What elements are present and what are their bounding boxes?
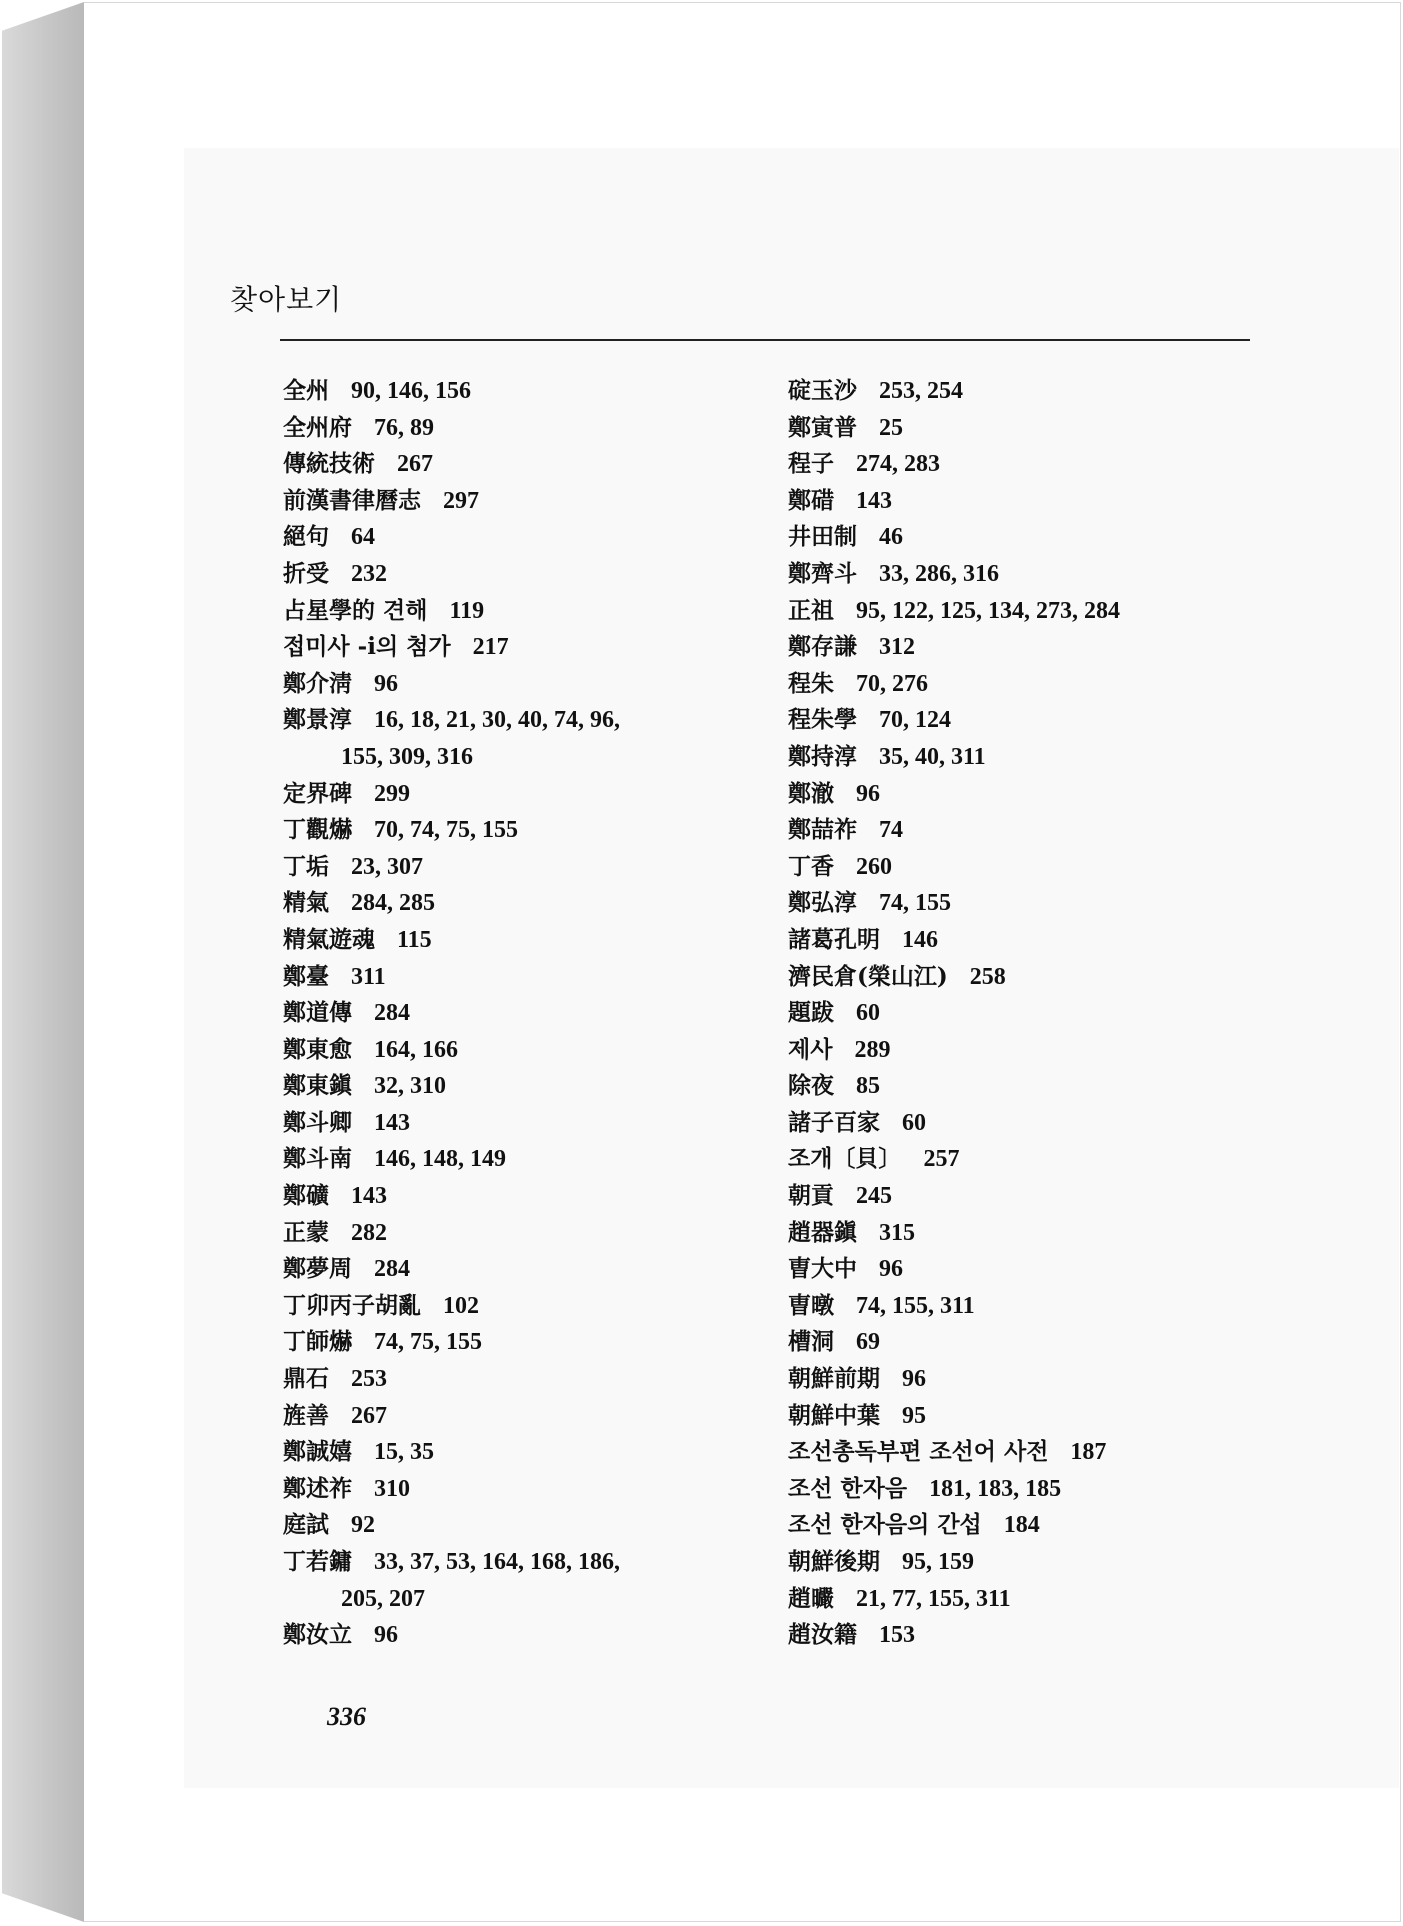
index-entry (788, 812, 1268, 849)
index-entry (788, 849, 1268, 886)
index-page-refs: 23, 307 (351, 853, 423, 880)
index-term: 鼎石 (283, 1365, 329, 1393)
index-term: 題跋 (788, 999, 834, 1027)
index-term: 槽洞 (788, 1328, 834, 1356)
index-entry (283, 849, 753, 886)
index-term: 鄭弘淳 (788, 889, 857, 917)
index-entry (283, 702, 753, 739)
index-term: 趙汝籍 (788, 1621, 857, 1649)
index-term: 朝貢 (788, 1182, 834, 1210)
index-term: 朝鮮後期 (788, 1548, 880, 1575)
index-term: 諸葛孔明 (788, 925, 880, 953)
index-term: 除夜 (788, 1072, 834, 1100)
index-entry (283, 410, 753, 447)
index-page-refs: 311 (351, 963, 386, 990)
index-page-refs: 153 (879, 1622, 915, 1649)
header-rule (280, 339, 1250, 341)
index-page-refs: 284, 285 (351, 890, 435, 917)
index-page-refs: 74, 155, 311 (856, 1292, 975, 1319)
index-term: 朝鮮前期 (788, 1365, 880, 1393)
index-term: 鄭寅普 (788, 413, 857, 441)
index-page-refs: 70, 124 (879, 707, 951, 734)
index-page-refs: 96 (902, 1366, 926, 1393)
index-entry (788, 885, 1268, 922)
index-page-refs: 115 (397, 926, 432, 953)
index-term: 程子 (788, 450, 834, 478)
index-term: 折受 (283, 559, 329, 587)
index-page-refs: 96 (374, 1622, 398, 1649)
index-page-refs: 33, 37, 53, 164, 168, 186, (374, 1549, 620, 1575)
index-term: 鄭述祚 (283, 1474, 352, 1502)
index-entry (283, 922, 753, 959)
index-page-refs: 95, 122, 125, 134, 273, 284 (856, 597, 1120, 624)
index-page-refs: 96 (879, 1256, 903, 1283)
index-entry (788, 373, 1268, 410)
index-page-refs: 289 (854, 1036, 891, 1063)
index-entry (283, 446, 753, 483)
index-term: 鄭碏 (788, 486, 834, 514)
index-term: 鄭澈 (788, 779, 834, 807)
index-term: 鄭礦 (283, 1182, 329, 1210)
index-entry (788, 1434, 1268, 1471)
index-entry (788, 556, 1268, 593)
index-term: 曺暾 (788, 1291, 834, 1319)
index-page-refs: 46 (879, 524, 903, 551)
index-entry (788, 1068, 1268, 1105)
index-term: 제사 (788, 1035, 833, 1063)
index-entry (283, 1544, 753, 1581)
index-page-refs: 260 (856, 853, 892, 880)
index-entry (788, 1251, 1268, 1288)
index-page-refs: 299 (374, 780, 410, 807)
index-page-refs: 76, 89 (374, 414, 434, 441)
index-entry (283, 1288, 753, 1325)
index-entry (788, 666, 1268, 703)
index-term: 精氣 (283, 889, 329, 917)
index-entry (788, 1361, 1268, 1398)
index-entry (788, 1178, 1268, 1215)
index-entry (283, 666, 753, 703)
index-term: 鄭道傳 (283, 999, 352, 1027)
index-term: 鄭存謙 (788, 633, 857, 661)
index-entry (788, 1141, 1268, 1178)
index-entry (283, 1324, 753, 1361)
index-entry (283, 776, 753, 813)
index-page-refs: 258 (969, 963, 1006, 990)
index-page-refs: 184 (1003, 1512, 1040, 1539)
index-page-refs: 33, 286, 316 (879, 560, 999, 587)
index-entry (283, 1361, 753, 1398)
index-page-refs: 267 (397, 451, 433, 478)
index-entry (283, 739, 753, 776)
index-page-refs: 245 (856, 1183, 892, 1210)
index-entry (283, 1068, 753, 1105)
index-term: 正蒙 (283, 1218, 329, 1246)
index-page-refs: 284 (374, 1000, 410, 1027)
index-entry (788, 1398, 1268, 1435)
index-entry (283, 556, 753, 593)
page-number: 336 (327, 1702, 366, 1731)
index-term: 鄭持淳 (788, 742, 857, 770)
index-page-refs: 181, 183, 185 (929, 1475, 1062, 1502)
index-column-right (788, 373, 1268, 1654)
index-term: 碇玉沙 (788, 377, 857, 404)
index-term: 鄭齊斗 (788, 559, 857, 587)
index-term: 丁香 (788, 852, 834, 880)
index-term: 旌善 (283, 1401, 329, 1429)
index-term: 조선총독부편 조선어 사전 (788, 1438, 1049, 1466)
index-page-refs: 32, 310 (374, 1073, 446, 1100)
index-term: 傳統技術 (283, 450, 375, 478)
index-term: 鄭夢周 (283, 1255, 352, 1283)
index-page-refs: 21, 77, 155, 311 (856, 1585, 1011, 1612)
index-term: 前漢書律曆志 (283, 486, 421, 514)
index-term: 鄭斗南 (283, 1145, 352, 1173)
index-page-refs: 143 (351, 1183, 387, 1210)
index-page-refs: 284 (374, 1256, 410, 1283)
index-page-refs: 155, 309, 316 (341, 743, 473, 770)
index-entry (788, 959, 1268, 996)
index-page-refs: 310 (374, 1475, 410, 1502)
index-term: 濟民倉(榮山江) (788, 962, 948, 990)
index-page-refs: 70, 276 (856, 670, 928, 697)
index-entry (788, 1288, 1268, 1325)
index-page-refs: 60 (856, 1000, 880, 1027)
index-page-refs: 85 (856, 1073, 880, 1100)
index-page-refs: 96 (374, 670, 398, 697)
index-entry (788, 593, 1268, 630)
index-term: 諸子百家 (788, 1108, 880, 1136)
index-entry (788, 1581, 1268, 1618)
index-entry (788, 995, 1268, 1032)
index-term: 井田制 (788, 523, 857, 551)
index-entry (788, 519, 1268, 556)
index-entry (788, 1471, 1268, 1508)
index-entry (283, 373, 753, 410)
index-page-refs: 74, 75, 155 (374, 1329, 482, 1356)
index-term: 鄭臺 (283, 962, 329, 990)
index-term: 접미사 -i의 첨가 (283, 633, 451, 661)
index-term: 丁垢 (283, 852, 329, 880)
index-term: 全州 (283, 377, 329, 404)
index-page-refs: 95, 159 (902, 1549, 974, 1575)
index-term: 絕句 (283, 523, 329, 551)
index-page-refs: 315 (879, 1219, 915, 1246)
index-entry (283, 1105, 753, 1142)
index-page-refs: 164, 166 (374, 1036, 458, 1063)
index-page-refs: 146, 148, 149 (374, 1146, 506, 1173)
index-term: 鄭介淸 (283, 669, 352, 697)
index-page-refs: 312 (879, 634, 915, 661)
index-page-refs: 35, 40, 311 (879, 743, 986, 770)
index-entry (283, 1507, 753, 1544)
index-entry (283, 1178, 753, 1215)
index-entry (788, 483, 1268, 520)
index-entry (788, 1507, 1268, 1544)
index-entry (788, 776, 1268, 813)
index-page-refs: 92 (351, 1512, 375, 1539)
index-entry (283, 1032, 753, 1069)
index-page-refs: 69 (856, 1329, 880, 1356)
index-term: 朝鮮中葉 (788, 1401, 880, 1429)
index-term: 鄭喆祚 (788, 816, 857, 844)
index-term: 曺大中 (788, 1255, 857, 1283)
index-page-refs: 74 (879, 817, 903, 844)
index-page-refs: 146 (902, 926, 938, 953)
index-term: 鄭誠嬉 (283, 1438, 352, 1466)
index-entry (283, 1215, 753, 1252)
index-term: 程朱 (788, 669, 834, 697)
index-entry (283, 995, 753, 1032)
index-entry (283, 593, 753, 630)
index-entry (283, 1581, 753, 1618)
index-page-refs: 253 (351, 1366, 387, 1393)
index-entry (788, 410, 1268, 447)
index-page-refs: 15, 35 (374, 1439, 434, 1466)
index-entry (283, 959, 753, 996)
index-entry (788, 1105, 1268, 1142)
index-term: 조선 한자음 (788, 1474, 908, 1502)
index-term: 丁若鏞 (283, 1548, 352, 1575)
index-term: 精氣遊魂 (283, 925, 375, 953)
index-entry (788, 1324, 1268, 1361)
index-term: 程朱學 (788, 706, 857, 734)
index-page-refs: 90, 146, 156 (351, 378, 471, 404)
running-head: 찾아보기 (230, 283, 343, 316)
index-page-refs: 60 (902, 1109, 926, 1136)
index-term: 占星學的 견해 (283, 596, 428, 624)
index-entry (283, 519, 753, 556)
index-entry (283, 812, 753, 849)
index-page-refs: 102 (443, 1292, 479, 1319)
index-page-refs: 16, 18, 21, 30, 40, 74, 96, (374, 707, 620, 734)
index-term: 鄭東愈 (283, 1035, 352, 1063)
index-term: 鄭汝立 (283, 1621, 352, 1649)
index-term: 趙曮 (788, 1584, 834, 1612)
index-entry (788, 629, 1268, 666)
index-entry (283, 1398, 753, 1435)
index-term: 조선 한자음의 간섭 (788, 1511, 982, 1539)
index-entry (283, 1471, 753, 1508)
book-spine-edge (2, 2, 84, 1922)
index-page-refs: 297 (443, 487, 479, 514)
index-term: 丁師爀 (283, 1328, 352, 1356)
index-entry (283, 1617, 753, 1654)
index-term: 庭試 (283, 1511, 329, 1539)
index-page-refs: 143 (374, 1109, 410, 1136)
index-page-refs: 70, 74, 75, 155 (374, 817, 518, 844)
index-entry (788, 1215, 1268, 1252)
index-term: 趙器鎭 (788, 1218, 857, 1246)
index-term: 丁觀爀 (283, 816, 352, 844)
index-page-refs: 64 (351, 524, 375, 551)
index-entry (283, 483, 753, 520)
index-page-refs: 232 (351, 560, 387, 587)
index-term: 全州府 (283, 413, 352, 441)
index-entry (283, 885, 753, 922)
index-term: 鄭斗卿 (283, 1108, 352, 1136)
index-page-refs: 95 (902, 1402, 926, 1429)
index-entry (283, 1434, 753, 1471)
index-entry (788, 702, 1268, 739)
index-entry (283, 1141, 753, 1178)
index-page-refs: 96 (856, 780, 880, 807)
index-entry (788, 922, 1268, 959)
index-entry (788, 739, 1268, 776)
index-page-refs: 253, 254 (879, 378, 963, 404)
index-page-refs: 119 (449, 597, 485, 624)
index-page-refs: 74, 155 (879, 890, 951, 917)
index-page-refs: 25 (879, 414, 903, 441)
index-page-refs: 274, 283 (856, 451, 940, 478)
index-entry (788, 446, 1268, 483)
index-column-left (283, 373, 753, 1654)
index-entry (283, 629, 753, 666)
index-page-refs: 217 (472, 634, 509, 661)
index-entry (788, 1544, 1268, 1581)
index-page-refs: 282 (351, 1219, 387, 1246)
index-page-refs: 205, 207 (341, 1585, 425, 1612)
index-term: 鄭東鎭 (283, 1072, 352, 1100)
index-page-refs: 267 (351, 1402, 387, 1429)
index-entry (788, 1617, 1268, 1654)
index-term: 丁卯丙子胡亂 (283, 1291, 421, 1319)
index-page-refs: 143 (856, 487, 892, 514)
index-page-refs: 187 (1070, 1439, 1107, 1466)
index-term: 定界碑 (283, 779, 352, 807)
index-entry (283, 1251, 753, 1288)
index-term: 正祖 (788, 596, 834, 624)
index-page-refs: 257 (923, 1146, 960, 1173)
index-term: 조개〔貝〕 (788, 1145, 902, 1173)
index-term: 鄭景淳 (283, 706, 352, 734)
index-entry (788, 1032, 1268, 1069)
